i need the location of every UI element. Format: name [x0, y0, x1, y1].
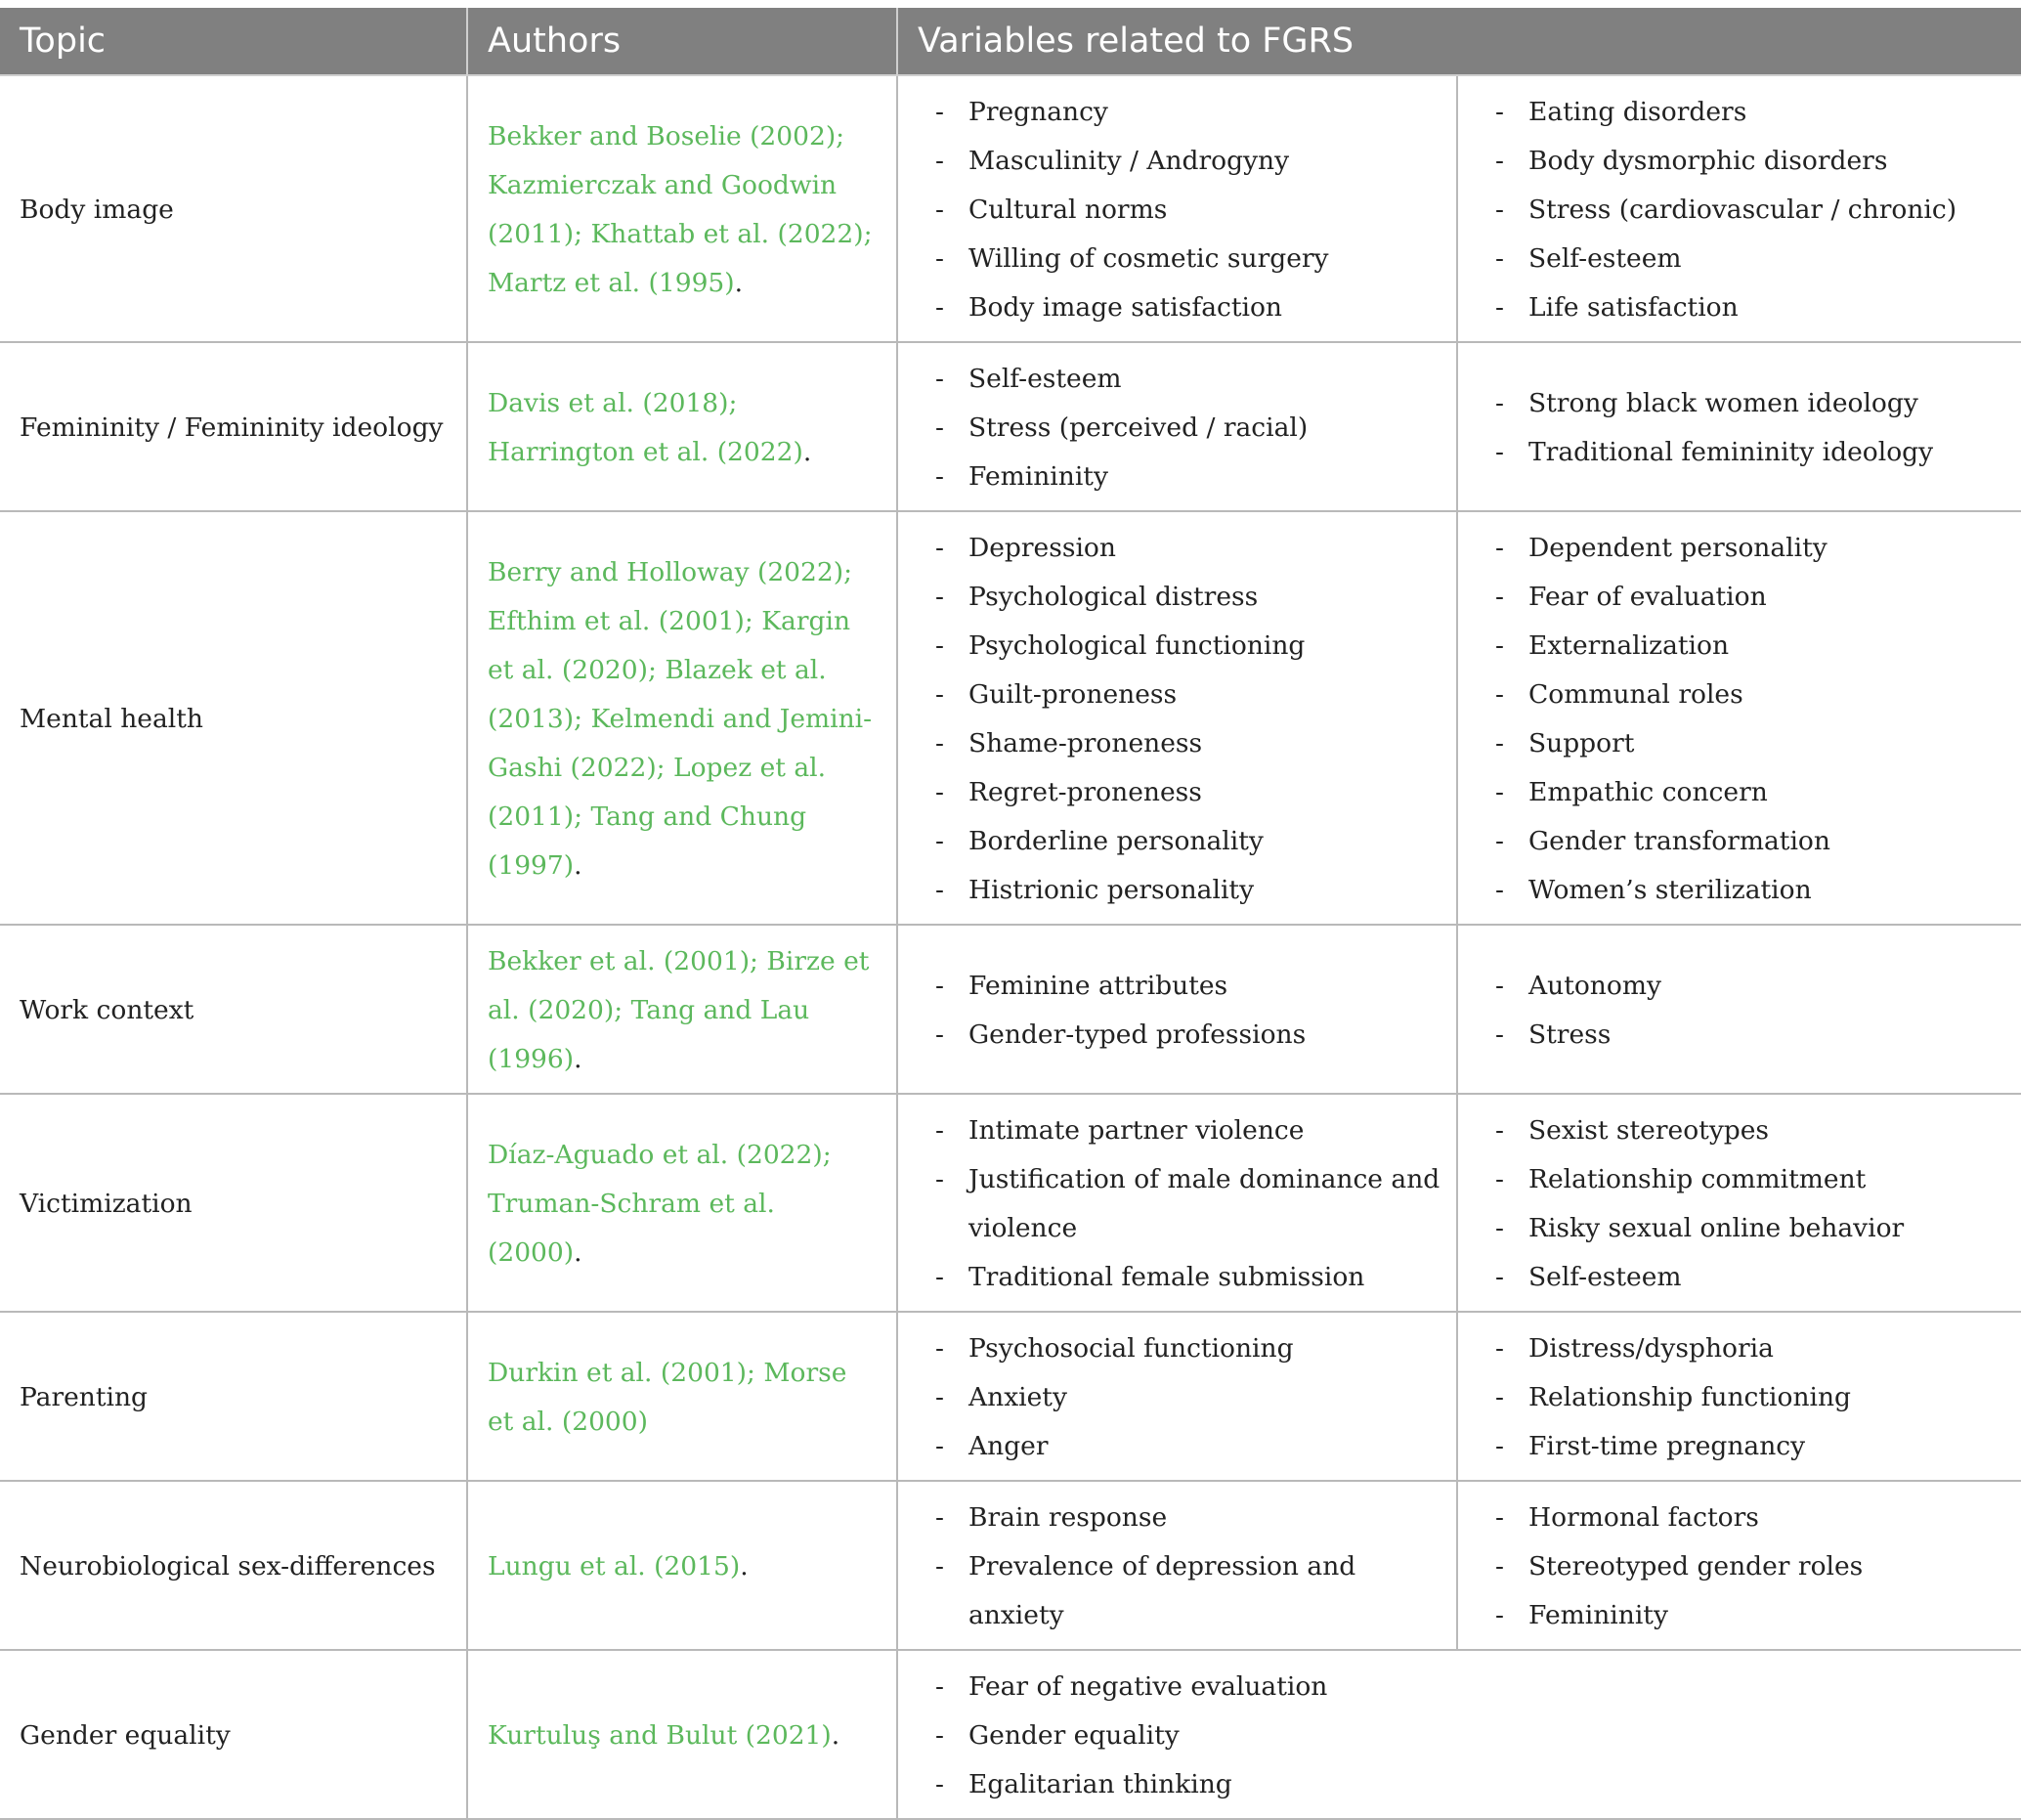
variable-list: [1478, 379, 2005, 477]
table-row: [0, 925, 2021, 1094]
table-row: [0, 1650, 2021, 1819]
dash-bullet: -: [1495, 1262, 1504, 1292]
dash-bullet: -: [1495, 1213, 1504, 1243]
table-row: [0, 1312, 2021, 1481]
dash-bullet: -: [935, 195, 944, 225]
list-item: [1478, 866, 2005, 915]
list-item: [1478, 1422, 2005, 1471]
variables-right-cell: [1457, 1312, 2021, 1481]
list-item: [1478, 186, 2005, 235]
variable-list: [918, 1663, 2005, 1809]
list-item: [918, 88, 1440, 137]
variable-list: [918, 524, 1440, 915]
variable-text: Psychosocial functioning: [968, 1333, 1294, 1364]
list-item: [1478, 428, 2005, 477]
authors-end-punctuation: .: [802, 437, 812, 467]
list-item: [1478, 573, 2005, 622]
variables-left-cell: [897, 1094, 1457, 1312]
topic-cell: Neurobiological sex-differences: [0, 1481, 467, 1650]
list-item: [918, 1011, 1440, 1060]
list-item: [918, 235, 1440, 283]
list-item: [918, 524, 1440, 573]
variable-text: Externalization: [1528, 630, 1730, 661]
dash-bullet: -: [1495, 1431, 1504, 1461]
authors-cell: [467, 1094, 897, 1312]
list-item: [1478, 379, 2005, 428]
variable-text: Stress (perceived / racial): [968, 412, 1309, 443]
topic-cell: Work context: [0, 925, 467, 1094]
header-row: [0, 8, 2021, 75]
authors-end-punctuation: .: [574, 1044, 582, 1074]
list-item: [918, 137, 1440, 186]
variable-text: Brain response: [968, 1502, 1168, 1533]
dash-bullet: -: [1495, 777, 1504, 807]
variable-text: Feminine attributes: [968, 971, 1228, 1001]
variable-text: Anger: [968, 1431, 1049, 1461]
variable-text: Body image satisfaction: [968, 292, 1282, 323]
dash-bullet: -: [935, 461, 944, 492]
authors-text: [488, 1131, 881, 1278]
authors-end-punctuation: .: [831, 1720, 840, 1751]
variable-text: Femininity: [1528, 1600, 1668, 1630]
list-item: [1478, 1011, 2005, 1060]
variable-text: Guilt-proneness: [968, 679, 1178, 710]
variable-list: [1478, 1106, 2005, 1302]
list-item: [918, 186, 1440, 235]
variable-text: Cultural norms: [968, 195, 1168, 225]
list-item: [1478, 1204, 2005, 1253]
variable-text: Distress/dysphoria: [1528, 1333, 1774, 1364]
variable-text: Dependent personality: [1528, 533, 1828, 563]
list-item: [918, 1663, 2005, 1712]
variable-list: [918, 1106, 1440, 1302]
list-item: [918, 866, 1440, 915]
list-item: [918, 283, 1440, 332]
variable-text: Gender equality: [968, 1720, 1180, 1751]
dash-bullet: -: [935, 1115, 944, 1146]
list-item: [918, 1760, 2005, 1809]
list-item: [1478, 1155, 2005, 1204]
list-item: [918, 671, 1440, 719]
variables-left-cell: [897, 342, 1457, 511]
variable-text: Body dysmorphic disorders: [1528, 146, 1888, 176]
variables-right-cell: [1457, 342, 2021, 511]
list-item: [918, 817, 1440, 866]
fgrs-variables-table: [0, 8, 2021, 1820]
variable-text: Pregnancy: [968, 97, 1108, 127]
authors-text: [488, 112, 881, 308]
variable-text: Support: [1528, 728, 1635, 758]
topic-cell: Gender equality: [0, 1650, 467, 1819]
header-variables: Variables related to FGRS: [897, 8, 2021, 75]
dash-bullet: -: [1495, 971, 1504, 1001]
list-item: [918, 355, 1440, 404]
authors-cell: [467, 925, 897, 1094]
variable-text: Hormonal factors: [1528, 1502, 1759, 1533]
variable-text: Self-esteem: [1528, 1262, 1682, 1292]
list-item: [918, 1422, 1440, 1471]
dash-bullet: -: [935, 1431, 944, 1461]
variable-list: [918, 962, 1440, 1060]
dash-bullet: -: [935, 1262, 944, 1292]
list-item: [918, 962, 1440, 1011]
table-row: [0, 1094, 2021, 1312]
variable-text: Depression: [968, 533, 1116, 563]
dash-bullet: -: [1495, 679, 1504, 710]
list-item: [1478, 524, 2005, 573]
dash-bullet: -: [1495, 1551, 1504, 1582]
dash-bullet: -: [1495, 1164, 1504, 1194]
list-item: [1478, 283, 2005, 332]
variable-text: Anxiety: [968, 1382, 1067, 1412]
dash-bullet: -: [935, 630, 944, 661]
list-item: [1478, 817, 2005, 866]
authors-cell: [467, 1481, 897, 1650]
dash-bullet: -: [935, 533, 944, 563]
variable-text: Self-esteem: [1528, 243, 1682, 274]
dash-bullet: -: [935, 1382, 944, 1412]
authors-end-punctuation: .: [574, 850, 582, 881]
table-row: [0, 1481, 2021, 1650]
author-citation-link[interactable]: Bekker et al. (2001); Birze et al. (2020); Tang and Lau (1996): [488, 946, 870, 1074]
variable-list: [1478, 1494, 2005, 1640]
dash-bullet: -: [1495, 1382, 1504, 1412]
topic-cell: Mental health: [0, 511, 467, 925]
list-item: [1478, 1542, 2005, 1591]
dash-bullet: -: [1495, 1115, 1504, 1146]
topic-cell: Body image: [0, 75, 467, 342]
dash-bullet: -: [935, 97, 944, 127]
variable-list: [1478, 962, 2005, 1060]
dash-bullet: -: [1495, 1019, 1504, 1050]
list-item: [918, 719, 1440, 768]
authors-text: [488, 1712, 881, 1760]
variables-right-cell: [1457, 1481, 2021, 1650]
dash-bullet: -: [935, 1720, 944, 1751]
dash-bullet: -: [935, 1551, 944, 1582]
list-item: [918, 622, 1440, 671]
dash-bullet: -: [935, 1671, 944, 1702]
dash-bullet: -: [935, 292, 944, 323]
authors-end-punctuation: .: [734, 268, 744, 298]
authors-text: [488, 379, 881, 477]
variables-left-cell: [897, 511, 1457, 925]
variable-text: Life satisfaction: [1528, 292, 1739, 323]
variable-list: [918, 1324, 1440, 1471]
variable-list: [1478, 524, 2005, 915]
variable-list: [918, 355, 1440, 501]
variable-text: Gender-typed professions: [968, 1019, 1307, 1050]
table-body: [0, 75, 2021, 1819]
variables-left-cell: [897, 925, 1457, 1094]
variable-text: Fear of negative evaluation: [968, 1671, 1328, 1702]
dash-bullet: -: [1495, 1600, 1504, 1630]
authors-cell: [467, 342, 897, 511]
list-item: [918, 1106, 1440, 1155]
dash-bullet: -: [935, 1502, 944, 1533]
topic-cell: Femininity / Femininity ideology: [0, 342, 467, 511]
dash-bullet: -: [1495, 146, 1504, 176]
dash-bullet: -: [935, 243, 944, 274]
variable-text: Gender transformation: [1528, 826, 1830, 856]
variable-text: Empathic concern: [1528, 777, 1768, 807]
dash-bullet: -: [935, 1019, 944, 1050]
list-item: [1478, 137, 2005, 186]
variables-right-cell: [1457, 1094, 2021, 1312]
dash-bullet: -: [935, 826, 944, 856]
variable-text: Autonomy: [1528, 971, 1661, 1001]
variable-text: Psychological distress: [968, 582, 1259, 612]
authors-text: [488, 1542, 881, 1591]
variable-text: Psychological functioning: [968, 630, 1306, 661]
dash-bullet: -: [935, 728, 944, 758]
list-item: [1478, 1373, 2005, 1422]
list-item: [918, 1373, 1440, 1422]
author-citation-link[interactable]: Kurtuluş and Bulut (2021): [488, 1720, 832, 1751]
list-item: [1478, 962, 2005, 1011]
list-item: [1478, 719, 2005, 768]
variable-text: Borderline personality: [968, 826, 1264, 856]
list-item: [1478, 768, 2005, 817]
list-item: [1478, 1591, 2005, 1640]
variable-text: Histrionic personality: [968, 875, 1255, 905]
list-item: [918, 768, 1440, 817]
variable-list: [1478, 88, 2005, 332]
dash-bullet: -: [1495, 97, 1504, 127]
topic-cell: Parenting: [0, 1312, 467, 1481]
list-item: [918, 404, 1440, 453]
author-citation-link[interactable]: Davis et al. (2018); Harrington et al. (2022): [488, 388, 803, 467]
dash-bullet: -: [1495, 630, 1504, 661]
author-citation-link[interactable]: Lungu et al. (2015): [488, 1551, 741, 1582]
variable-text: Women’s sterilization: [1528, 875, 1812, 905]
variable-text: Eating disorders: [1528, 97, 1747, 127]
variable-text: Self-esteem: [968, 364, 1122, 394]
list-item: [918, 453, 1440, 501]
dash-bullet: -: [1495, 826, 1504, 856]
dash-bullet: -: [1495, 875, 1504, 905]
topic-cell: Victimization: [0, 1094, 467, 1312]
variable-text: Traditional femininity ideology: [1528, 437, 1934, 467]
list-item: [918, 1324, 1440, 1373]
dash-bullet: -: [935, 146, 944, 176]
list-item: [918, 1542, 1440, 1640]
list-item: [1478, 1253, 2005, 1302]
dash-bullet: -: [935, 1164, 944, 1194]
dash-bullet: -: [935, 364, 944, 394]
dash-bullet: -: [935, 875, 944, 905]
list-item: [1478, 235, 2005, 283]
table-row: [0, 75, 2021, 342]
dash-bullet: -: [935, 1769, 944, 1799]
dash-bullet: -: [1495, 388, 1504, 418]
variable-text: First-time pregnancy: [1528, 1431, 1806, 1461]
variable-text: Shame-proneness: [968, 728, 1203, 758]
variables-right-cell: [1457, 925, 2021, 1094]
variables-left-cell: [897, 1312, 1457, 1481]
dash-bullet: -: [1495, 243, 1504, 274]
authors-end-punctuation: .: [574, 1237, 582, 1268]
dash-bullet: -: [1495, 292, 1504, 323]
header-authors: Authors: [467, 8, 897, 75]
variable-text: Fear of evaluation: [1528, 582, 1767, 612]
list-item: [918, 1155, 1440, 1253]
list-item: [1478, 671, 2005, 719]
variables-cell: [897, 1650, 2021, 1819]
variable-text: Masculinity / Androgyny: [968, 146, 1290, 176]
variable-text: Relationship functioning: [1528, 1382, 1852, 1412]
variables-right-cell: [1457, 511, 2021, 925]
dash-bullet: -: [935, 971, 944, 1001]
list-item: [918, 1253, 1440, 1302]
variable-text: Sexist stereotypes: [1528, 1115, 1770, 1146]
variable-text: Stress (cardiovascular / chronic): [1528, 195, 1957, 225]
author-citation-link[interactable]: Berry and Holloway (2022); Efthim et al. (2001); Kargin et al. (2020); Blazek et al. (2013); Kelmendi and Jemini-Gashi (2022); Lopez et al. (2011); Tang and Chung (1997): [488, 557, 873, 881]
list-item: [918, 573, 1440, 622]
dash-bullet: -: [1495, 437, 1504, 467]
variable-text: Intimate partner violence: [968, 1115, 1305, 1146]
list-item: [1478, 622, 2005, 671]
dash-bullet: -: [1495, 1333, 1504, 1364]
variable-list: [918, 88, 1440, 332]
authors-cell: [467, 1312, 897, 1481]
variable-text: Stereotyped gender roles: [1528, 1551, 1864, 1582]
list-item: [1478, 1106, 2005, 1155]
authors-cell: [467, 75, 897, 342]
dash-bullet: -: [1495, 533, 1504, 563]
table-row: [0, 342, 2021, 511]
author-citation-link[interactable]: Durkin et al. (2001); Morse et al. (2000): [488, 1358, 847, 1437]
variable-text: Prevalence of depression and anxiety: [968, 1551, 1356, 1630]
header-topic: Topic: [0, 8, 467, 75]
dash-bullet: -: [1495, 728, 1504, 758]
variable-text: Justification of male dominance and violence: [968, 1164, 1440, 1243]
dash-bullet: -: [935, 1333, 944, 1364]
list-item: [918, 1494, 1440, 1542]
variable-text: Traditional female submission: [968, 1262, 1365, 1292]
variable-list: [918, 1494, 1440, 1640]
variables-left-cell: [897, 1481, 1457, 1650]
variable-text: Communal roles: [1528, 679, 1743, 710]
authors-cell: [467, 1650, 897, 1819]
authors-end-punctuation: .: [740, 1551, 749, 1582]
variable-text: Strong black women ideology: [1528, 388, 1918, 418]
authors-text: [488, 937, 881, 1084]
dash-bullet: -: [1495, 582, 1504, 612]
variable-text: Willing of cosmetic surgery: [968, 243, 1329, 274]
dash-bullet: -: [935, 679, 944, 710]
table-row: [0, 511, 2021, 925]
variable-text: Regret-proneness: [968, 777, 1202, 807]
variable-list: [1478, 1324, 2005, 1471]
dash-bullet: -: [935, 777, 944, 807]
list-item: [1478, 88, 2005, 137]
authors-text: [488, 1349, 881, 1447]
dash-bullet: -: [935, 582, 944, 612]
variable-text: Risky sexual online behavior: [1528, 1213, 1905, 1243]
list-item: [1478, 1324, 2005, 1373]
list-item: [918, 1712, 2005, 1760]
dash-bullet: -: [1495, 1502, 1504, 1533]
variable-text: Stress: [1528, 1019, 1612, 1050]
list-item: [1478, 1494, 2005, 1542]
author-citation-link[interactable]: Díaz-Aguado et al. (2022); Truman-Schram et al. (2000): [488, 1140, 832, 1268]
variables-left-cell: [897, 75, 1457, 342]
variable-text: Relationship commitment: [1528, 1164, 1867, 1194]
dash-bullet: -: [935, 412, 944, 443]
author-citation-link[interactable]: Bekker and Boselie (2002); Kazmierczak and Goodwin (2011); Khattab et al. (2022); Martz et al. (1995): [488, 121, 873, 298]
authors-cell: [467, 511, 897, 925]
authors-text: [488, 548, 881, 890]
dash-bullet: -: [1495, 195, 1504, 225]
variables-right-cell: [1457, 75, 2021, 342]
variable-text: Femininity: [968, 461, 1108, 492]
variable-text: Egalitarian thinking: [968, 1769, 1232, 1799]
